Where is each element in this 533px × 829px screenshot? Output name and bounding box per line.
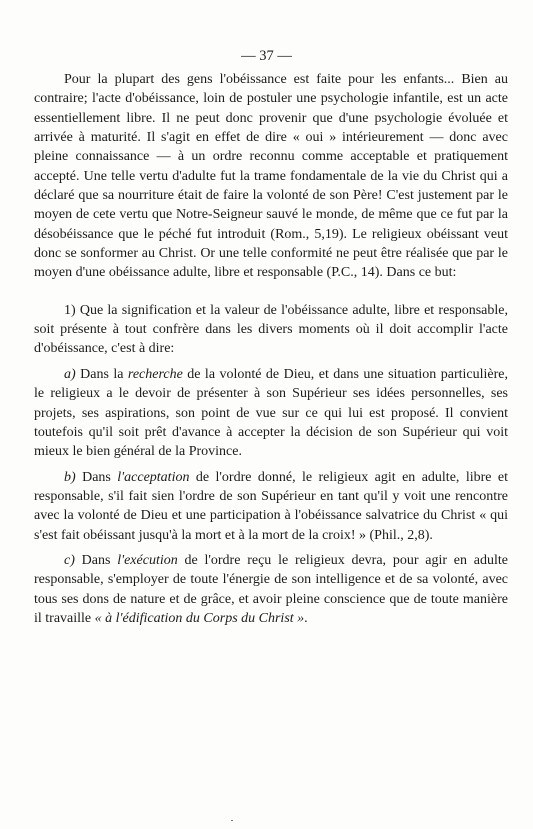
- emphasis-acceptation: l'acceptation: [117, 469, 190, 485]
- paragraph-intro: Pour la plupart des gens l'obéissance est faite pour les enfants... Bien au contraire; l'acte d'obéissance, loin de postuler une psychologie infantile, est un acte essentiellement libre. Il ne peut donc provenir que d'une psychologie évoluée et arrivée à maturité. Il s'agit en effet de dire « oui » intérieurement — donc avec pleine connaissance — à un ordre reconnu comme acceptable et pratiquement accepté. Une telle vertu d'adulte fut la trame fondamentale de la vie du Christ qui a déclaré que sa nourriture était de faire la volonté de son Père! C'est justement par le moyen de cete vertu que Notre-Seigneur sauvé le monde, de même que ce fut par la désobéissance que le péché fut introduit (Rom., 5,19). Le religieux obéissant veut donc se sonformer au Christ. Or une telle conformité ne peut être réalisée que par le moyen d'une obéissance adulte, libre et responsable (P.C., 14). Dans ce but:: [34, 72, 508, 281]
- item-label-c: c): [64, 552, 75, 568]
- page-speck: [231, 820, 233, 821]
- item-label-b: b): [64, 469, 76, 485]
- paragraph-c-text-3: .: [304, 610, 308, 626]
- paragraph-b-text-1: Dans: [75, 469, 118, 485]
- paragraph-point-a: [34, 365, 508, 462]
- paragraph-a-text-1: Dans la: [75, 366, 128, 382]
- page-body: [34, 70, 508, 628]
- paragraph-point-1: 1) Que la signification et la valeur de l'obéissance adulte, libre et responsable, soit présente à tout confrère dans les divers moments où il doit accomplir l'acte d'obéissance, c'est à dire:: [34, 302, 508, 357]
- paragraph-c-text-2: de l'ordre reçu le religieux devra, pour agir en adulte responsable, s'employer de toute l'énergie de son intelligence et de sa volonté, avec tous ses dons de nature et de grâce, et avoir pleine conscience que de toute manière il travaille: [34, 552, 508, 626]
- paragraph-c-text-1: Dans: [74, 552, 118, 568]
- paragraph-a-text-2: de la volonté de Dieu, et dans une situation particulière, le religieux a le devoir de présenter à son Supérieur ses idées personnelles, ses projets, ses aspirations, son point de vue sur ce qui lui est proposé. Il convient toutefois qu'il soit prêt d'avance à accepter la décision de son Supérieur qui voit mieux le bien général de la Province.: [34, 366, 508, 460]
- item-label-a: a): [64, 366, 76, 382]
- emphasis-edification-quote: « à l'édification du Corps du Christ »: [94, 610, 305, 626]
- emphasis-recherche: recherche: [127, 366, 183, 382]
- paragraph-b-text-2: de l'ordre donné, le religieux agit en adulte, libre et responsable, s'il fait sien l'ordre de son Supérieur en tant qu'il y voit une rencontre avec la volonté de Dieu et une participation à l'obéissance salvatrice du Christ « qui s'est fait obéissant jusqu'à la mort et à la mort de la croix! » (Phil., 2,8).: [34, 469, 508, 543]
- paragraph-point-b: [34, 468, 508, 545]
- page-number: — 37 —: [241, 48, 292, 64]
- emphasis-execution: l'exécution: [117, 552, 178, 568]
- paragraph-point-c: [34, 551, 508, 628]
